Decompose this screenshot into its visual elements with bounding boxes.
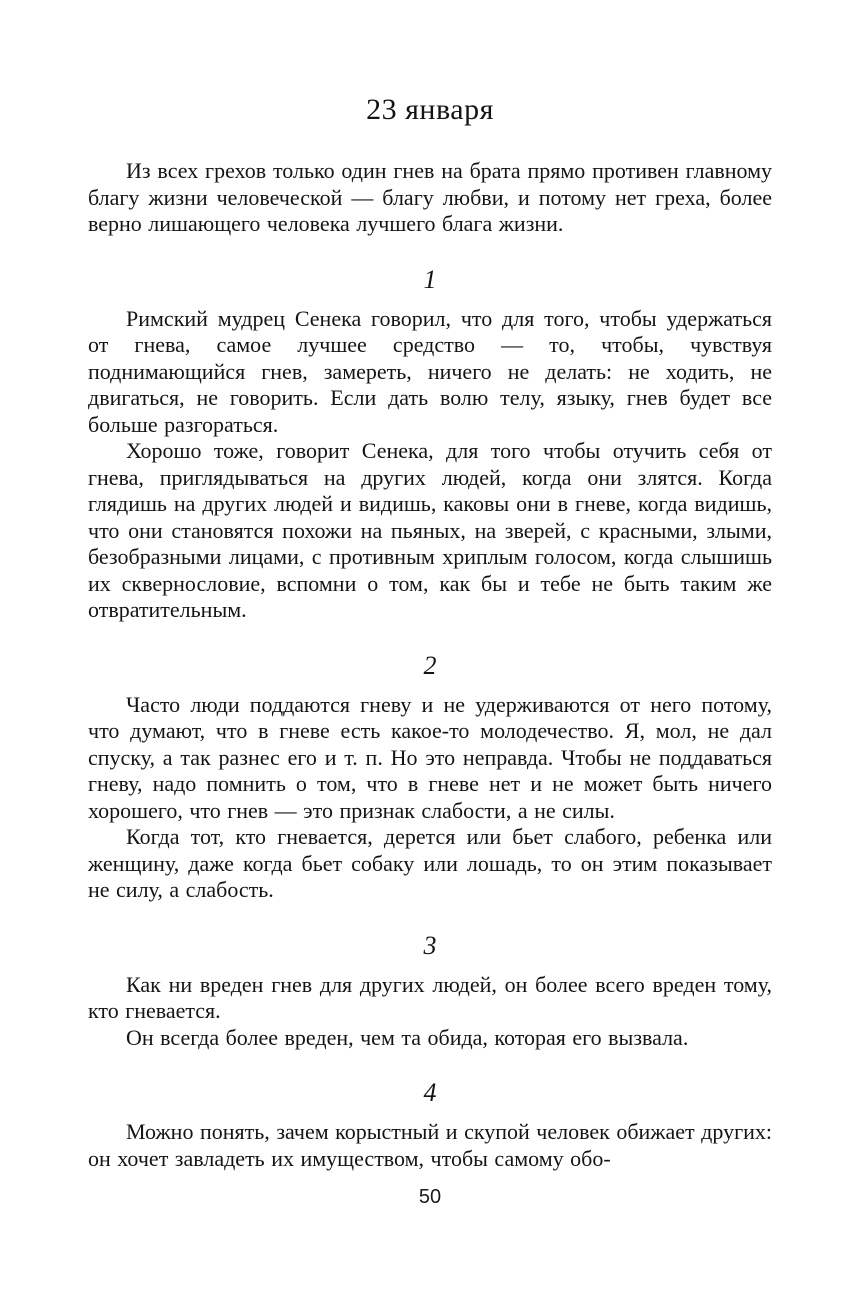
section-4-paragraph-1: Можно понять, зачем корыстный и скупой человек обижает других: он хочет завладеть их имуществом, чтобы самому обо-	[88, 1119, 772, 1171]
section-1-number: 1	[423, 264, 437, 294]
page-title: 23 января	[366, 93, 494, 126]
section-1-paragraph-2: Хорошо тоже, говорит Сенека, для того чтобы отучить себя от гнева, приглядываться на других людей, когда они злятся. Когда глядишь на других людей и видишь, каковы они в гневе, когда видишь, что они становятся похожи на пьяных, на зверей, с красными, злыми, безобразными лицами, с противным хриплым голосом, когда слышишь их сквернословие, вспомни о том, как бы и тебе не быть таким же отвратительным.	[88, 438, 772, 622]
epigraph-paragraph: Из всех грехов только один гнев на брата прямо противен главному благу жизни человеческой — благу любви, и потому нет греха, более верно лишающего человека лучшего блага жизни.	[88, 158, 772, 236]
section-3-number: 3	[423, 930, 437, 960]
section-1-paragraph-1: Римский мудрец Сенека говорил, что для того, чтобы удержаться от гнева, самое лучшее средство — то, чтобы, чувствуя поднимающийся гнев, замереть, ничего не делать: не ходить, не двигаться, не говорить. Если дать волю телу, языку, гнев будет все больше разгораться.	[88, 305, 772, 437]
section-3-paragraph-2: Он всегда более вреден, чем та обида, которая его вызвала.	[126, 1024, 689, 1050]
section-4-number: 4	[423, 1078, 437, 1107]
section-3-paragraph-1: Как ни вреден гнев для других людей, он более всего вреден тому, кто гневается.	[88, 971, 772, 1023]
section-2-paragraph-2: Когда тот, кто гневается, дерется или бьет слабого, ребенка или женщину, даже когда бьет собаку или лошадь, то он этим показывает не силу, а слабость.	[88, 824, 772, 902]
page-number: 50	[418, 1186, 442, 1208]
section-2-paragraph-1: Часто люди поддаются гневу и не удерживаются от него потому, что думают, что в гневе есть какое-то молодечество. Я, мол, не дал спуску, а так разнес его и т. п. Но это неправда. Чтобы не поддаваться гневу, надо помнить о том, что в гневе нет и не может быть ничего хорошего, что гнев — это признак слабости, а не силы.	[88, 691, 772, 823]
section-2-number: 2	[423, 650, 437, 680]
